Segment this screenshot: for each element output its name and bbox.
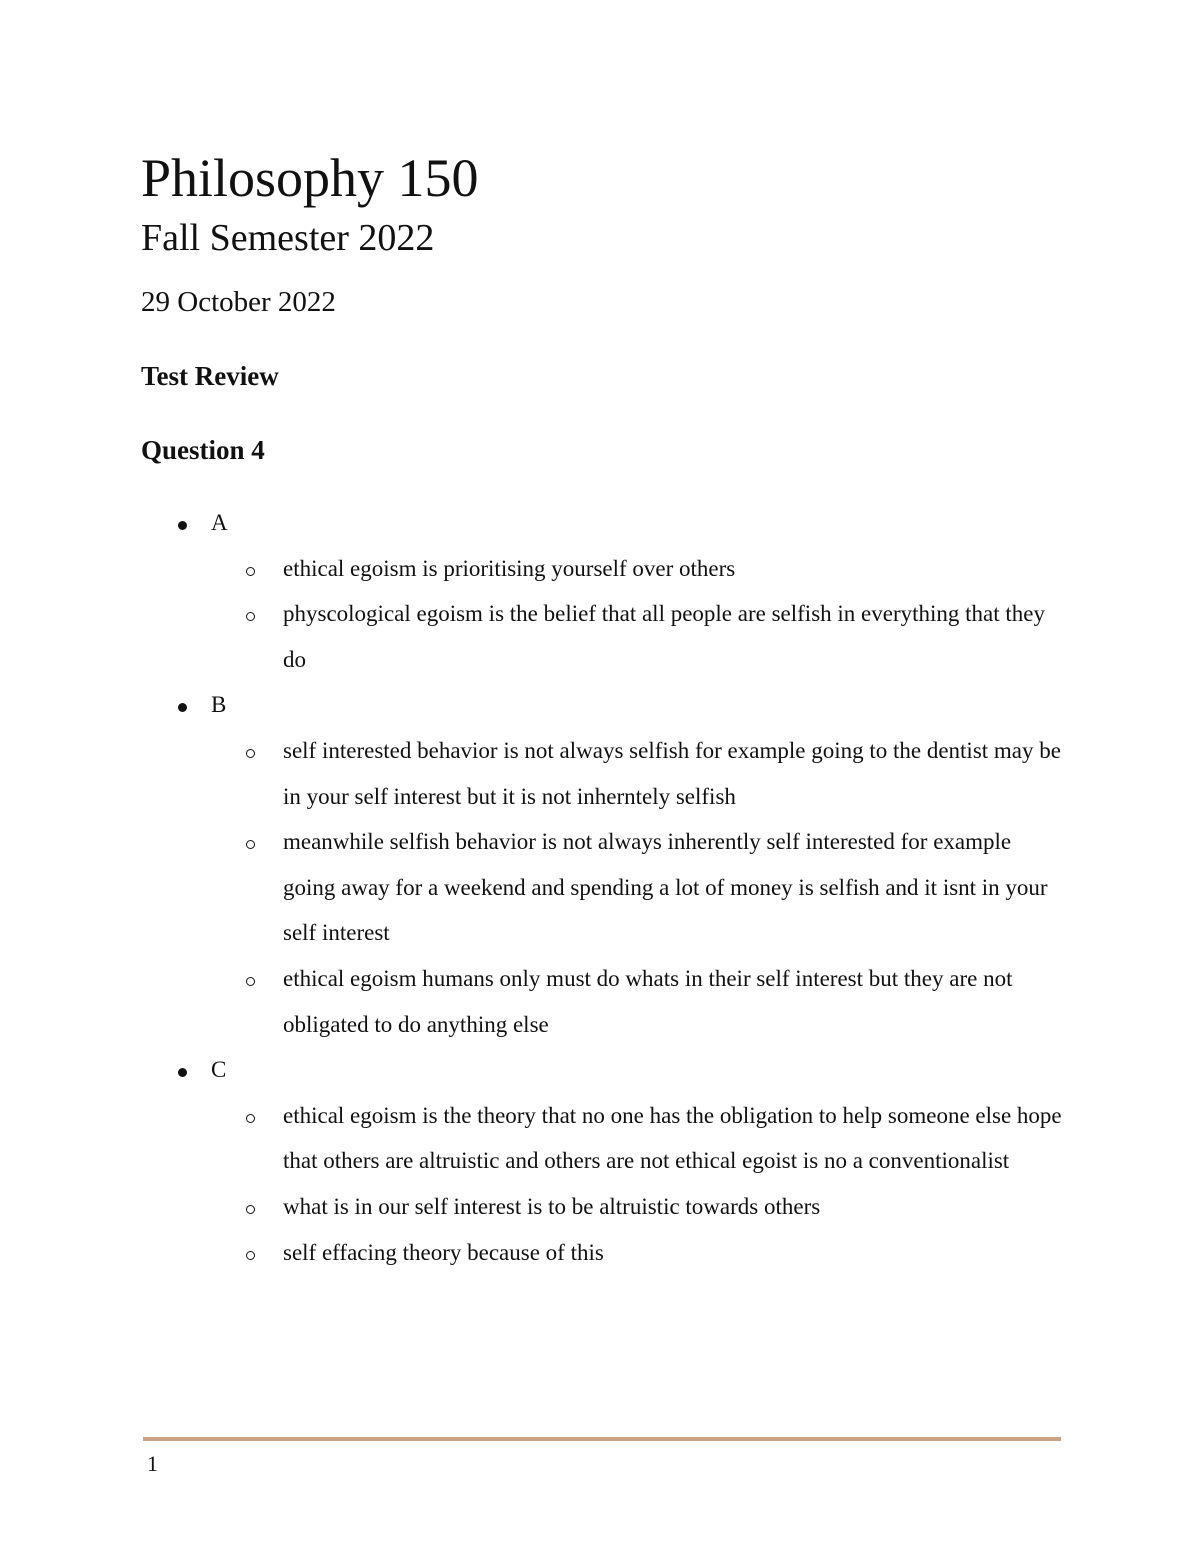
outline-subitem (0, 1230, 1063, 1276)
hollow-circle-bullet-icon (246, 591, 255, 637)
outline-subitem (0, 728, 1063, 819)
outline-item-label: B (211, 692, 227, 718)
hollow-circle-bullet-icon (246, 1093, 255, 1139)
footer-divider (143, 1437, 1061, 1441)
outline-subitem (0, 591, 1063, 682)
hollow-circle-bullet-icon (246, 1230, 255, 1276)
document-title: Philosophy 150 (141, 148, 479, 208)
outline-subitem (0, 956, 1063, 1047)
question-heading: Question 4 (141, 435, 265, 465)
outline-subitem-text: ethical egoism is the theory that no one has the obligation to help someone else hope that others are altruistic and others are not ethical egoist is no a conventionalist (283, 1102, 1062, 1174)
outline-subitem-text: ethical egoism is prioritising yourself over others (283, 555, 736, 581)
page-number: 1 (147, 1451, 158, 1476)
answer-outline (0, 500, 1200, 1275)
filled-circle-bullet-icon (178, 500, 187, 546)
hollow-circle-bullet-icon (246, 546, 255, 592)
outline-subitem (0, 1184, 1063, 1230)
outline-item-c (0, 1047, 1200, 1093)
outline-item-label: A (211, 510, 228, 535)
hollow-circle-bullet-icon (246, 1184, 255, 1230)
document-subtitle: Fall Semester 2022 (141, 217, 435, 259)
hollow-circle-bullet-icon (246, 956, 255, 1002)
outline-subitem (0, 546, 1063, 592)
document-date: 29 October 2022 (141, 286, 336, 318)
outline-subitem-text: meanwhile selfish behavior is not always inherently self interested for example going away for a weekend and spending a lot of money is selfish and it isnt in your self interest (283, 829, 1048, 946)
outline-subitem (0, 819, 1063, 956)
outline-subitem-text: physcological egoism is the belief that all people are selfish in everything that they do (283, 601, 1045, 672)
outline-item-label: C (211, 1057, 227, 1083)
filled-circle-bullet-icon (178, 682, 187, 728)
outline-subitem (0, 1093, 1063, 1184)
outline-item-b (0, 682, 1200, 728)
outline-subitem-text: what is in our self interest is to be altruistic towards others (283, 1193, 821, 1219)
hollow-circle-bullet-icon (246, 728, 255, 774)
outline-subitem-text: ethical egoism humans only must do whats in their self interest but they are not obligated to do anything else (283, 965, 1013, 1037)
outline-subitem-text: self effacing theory because of this (283, 1239, 604, 1265)
outline-item-a (0, 500, 1200, 546)
outline-subitem-text: self interested behavior is not always selfish for example going to the dentist may be in your self interest but it is not inherntely selfish (283, 737, 1061, 809)
filled-circle-bullet-icon (178, 1047, 187, 1093)
hollow-circle-bullet-icon (246, 819, 255, 865)
section-heading: Test Review (141, 361, 279, 391)
